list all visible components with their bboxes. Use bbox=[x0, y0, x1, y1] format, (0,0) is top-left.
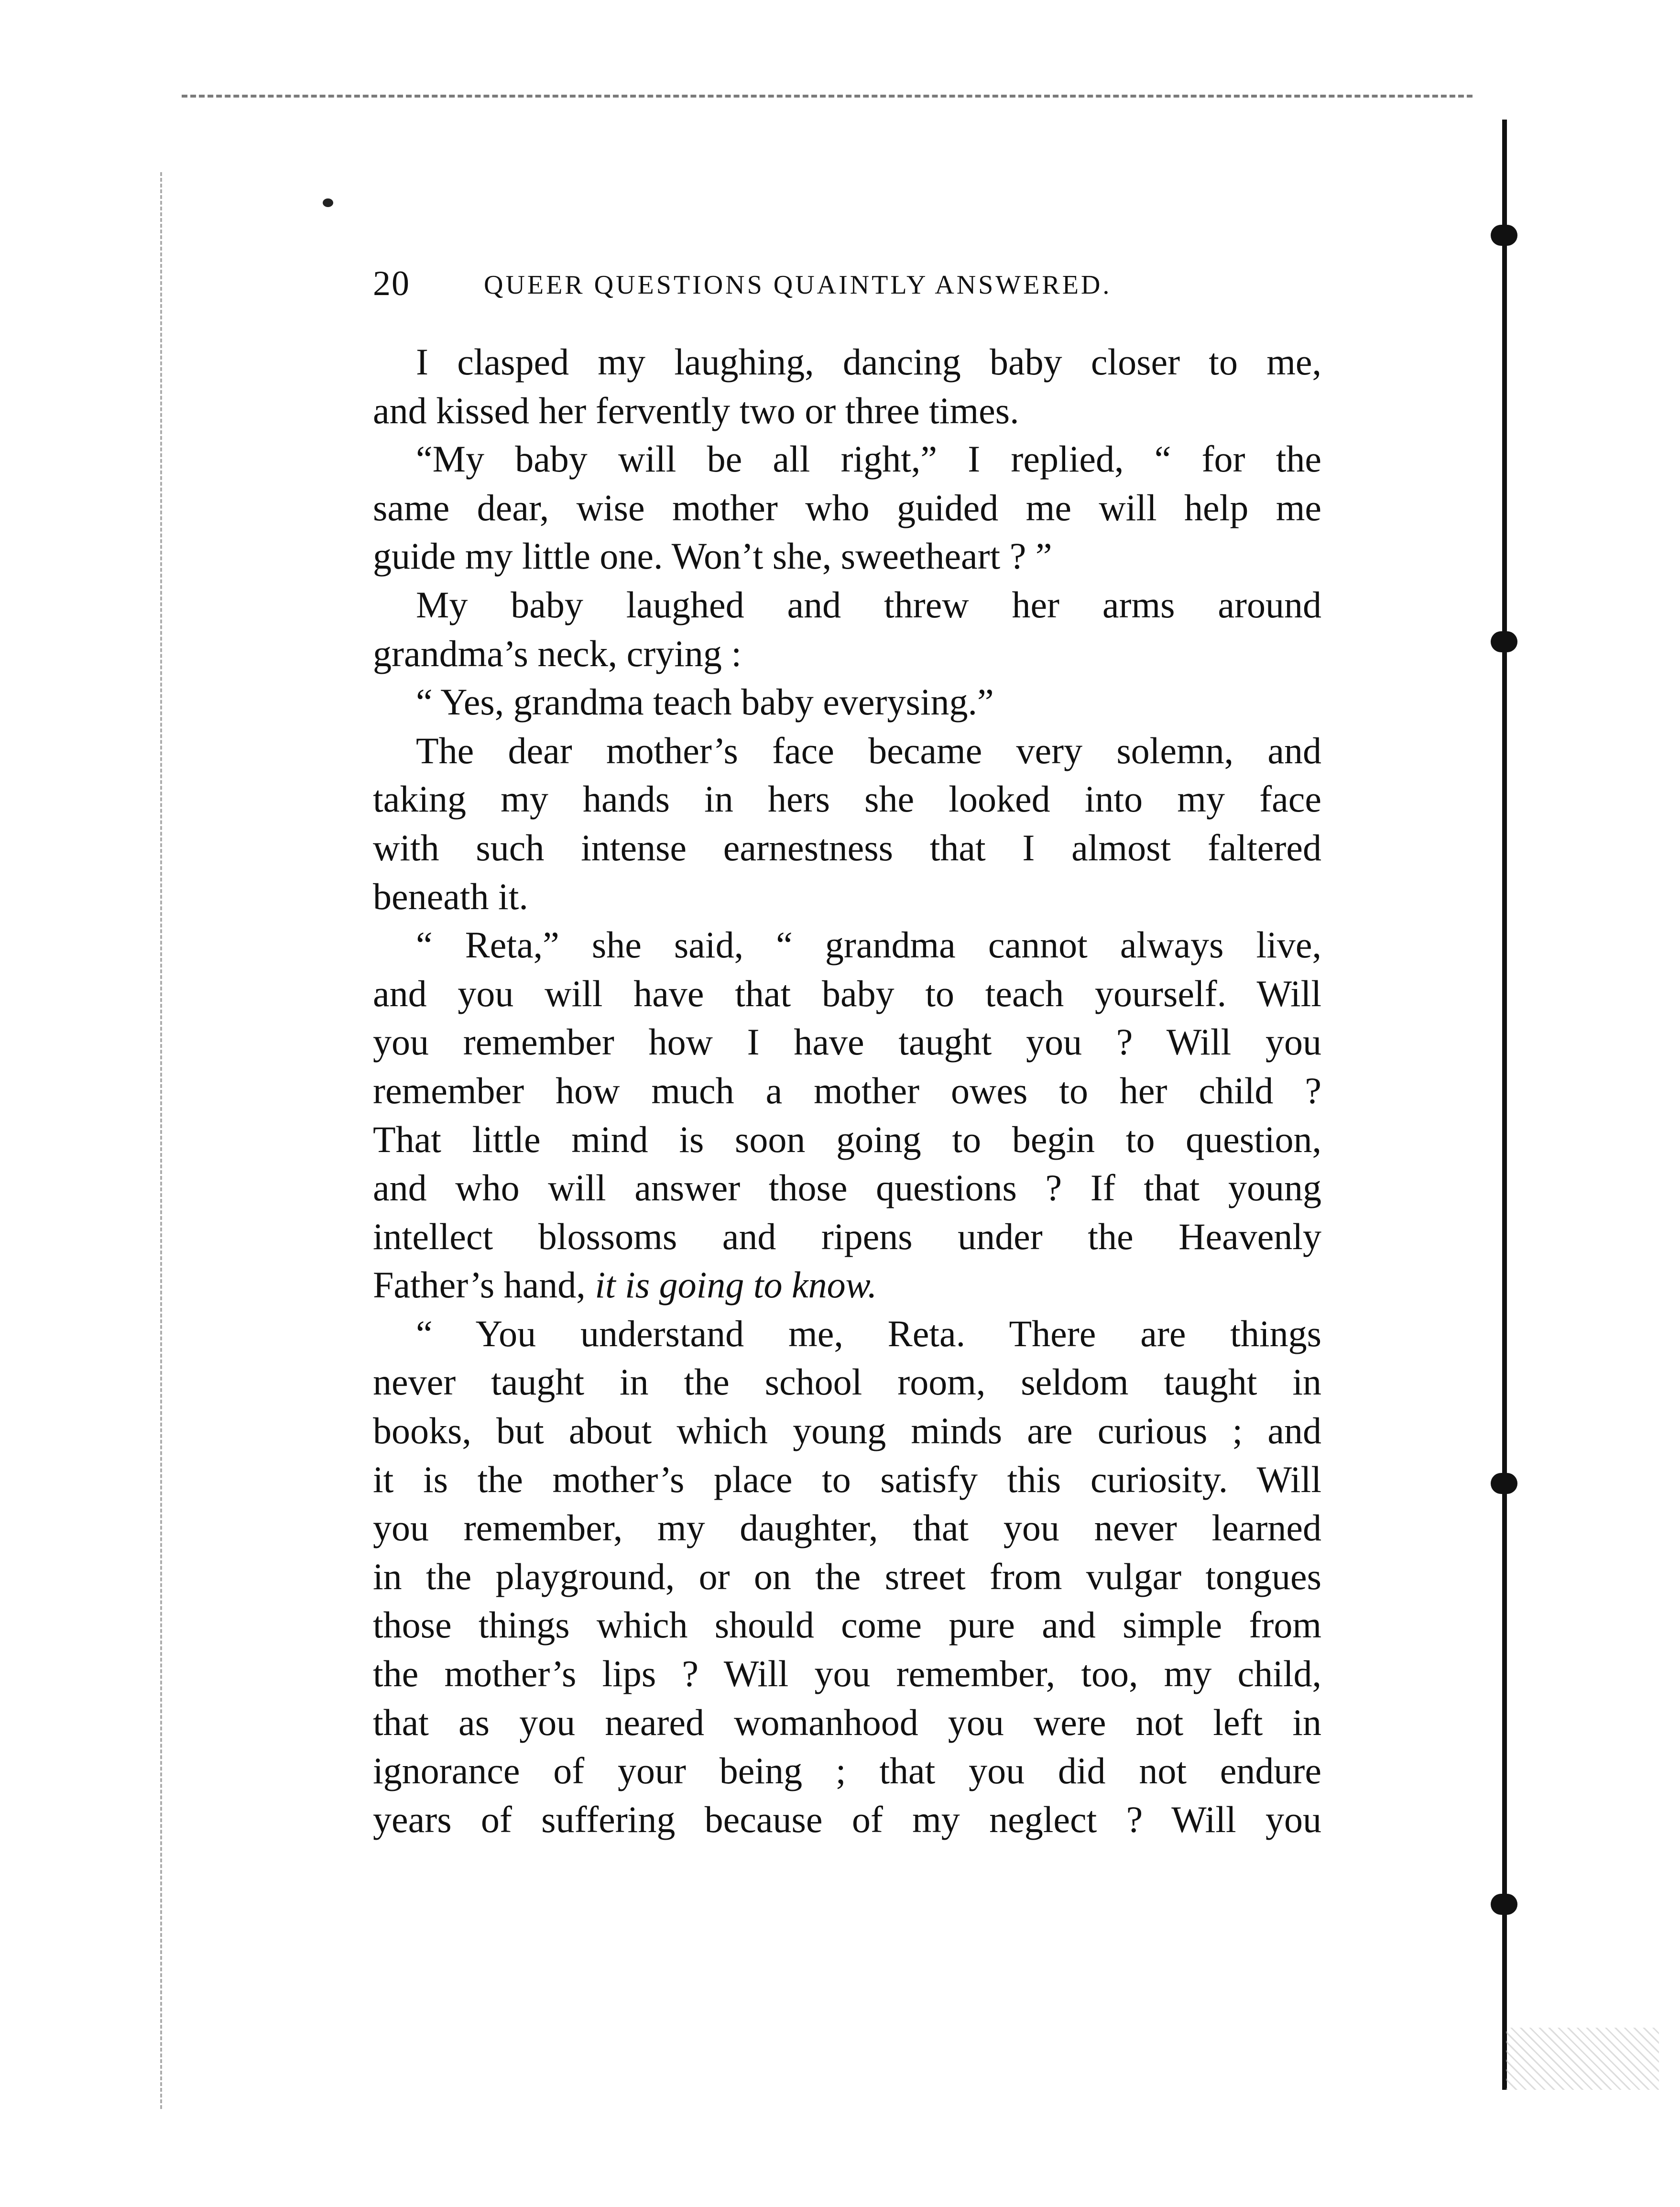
text-line-content: with such intense earnestness that I almost faltered bbox=[373, 826, 1321, 868]
text-line-content: you remember how I have taught you ? Will you bbox=[373, 1021, 1321, 1063]
text-line bbox=[373, 678, 1321, 726]
text-line-content: That little mind is soon going to begin to question, bbox=[373, 1118, 1321, 1160]
body-text bbox=[373, 338, 1321, 1844]
scan-noise bbox=[1506, 2028, 1659, 2090]
text-line bbox=[373, 1746, 1321, 1795]
text-line bbox=[373, 1066, 1321, 1115]
text-line-content: and kissed her fervently two or three times. bbox=[373, 389, 1019, 431]
text-line-content: My baby laughed and threw her arms around bbox=[416, 583, 1321, 626]
text-line bbox=[373, 1261, 1321, 1309]
text-line-content: and you will have that baby to teach yourself. Will bbox=[373, 972, 1321, 1014]
text-line bbox=[373, 1115, 1321, 1164]
text-line bbox=[373, 726, 1321, 775]
text-line-content: the mother’s lips ? Will you remember, too, my child, bbox=[373, 1653, 1321, 1695]
text-line-content: that as you neared womanhood you were not left in bbox=[373, 1701, 1321, 1743]
text-line-content: years of suffering because of my neglect ? Will you bbox=[373, 1798, 1321, 1840]
text-line-content: and who will answer those questions ? If that young bbox=[373, 1167, 1321, 1209]
text-line-content: guide my little one. Won’t she, sweetheart ? ” bbox=[373, 535, 1052, 577]
text-line bbox=[373, 483, 1321, 532]
text-line-content: “ You understand me, Reta. There are things bbox=[416, 1312, 1321, 1354]
text-line-content: remember how much a mother owes to her child ? bbox=[373, 1069, 1321, 1111]
binding-stitch bbox=[1491, 1473, 1517, 1494]
text-line-content: The dear mother’s face became very solemn, and bbox=[416, 729, 1321, 771]
text-line bbox=[373, 1309, 1321, 1358]
text-line bbox=[373, 824, 1321, 872]
running-head bbox=[373, 262, 1205, 305]
binding-stitch bbox=[1491, 1894, 1517, 1915]
text-line-content: taking my hands in hers she looked into my face bbox=[373, 778, 1321, 820]
text-line-content: you remember, my daughter, that you never learned bbox=[373, 1507, 1321, 1549]
text-line-content: in the playground, or on the street from vulgar tongues bbox=[373, 1555, 1321, 1597]
text-line bbox=[373, 1018, 1321, 1066]
text-line-content: never taught in the school room, seldom taught in bbox=[373, 1361, 1321, 1403]
text-line-content: ignorance of your being ; that you did not endure bbox=[373, 1750, 1321, 1792]
text-line bbox=[373, 1212, 1321, 1261]
text-block bbox=[373, 338, 1321, 1844]
italic-phrase: it is going to know. bbox=[595, 1264, 877, 1306]
text-line-content: “ Yes, grandma teach baby everysing.” bbox=[416, 681, 994, 723]
binding-stitch bbox=[1491, 225, 1517, 246]
text-line bbox=[373, 532, 1321, 581]
text-line bbox=[373, 1649, 1321, 1698]
text-line bbox=[373, 1601, 1321, 1649]
scan-speck bbox=[323, 198, 333, 207]
text-line bbox=[373, 1164, 1321, 1212]
text-line bbox=[373, 1552, 1321, 1601]
text-line bbox=[373, 1406, 1321, 1455]
text-line-content: “ Reta,” she said, “ grandma cannot always live, bbox=[416, 924, 1321, 966]
text-line bbox=[373, 1358, 1321, 1406]
text-line-content: intellect blossoms and ripens under the Heavenly bbox=[373, 1215, 1321, 1257]
text-line-content: beneath it. bbox=[373, 875, 528, 917]
text-line bbox=[373, 775, 1321, 824]
scan-left-margin-line bbox=[160, 172, 162, 2109]
text-line bbox=[373, 1698, 1321, 1747]
running-title: QUEER QUESTIONS QUAINTLY ANSWERED. bbox=[484, 270, 1112, 300]
text-line bbox=[373, 872, 1321, 921]
text-line bbox=[373, 338, 1321, 386]
text-line-content: I clasped my laughing, dancing baby closer to me, bbox=[416, 341, 1321, 383]
text-line bbox=[373, 921, 1321, 969]
text-line bbox=[373, 969, 1321, 1018]
book-spine-binding bbox=[1502, 120, 1507, 2090]
binding-stitch bbox=[1491, 631, 1517, 652]
text-line-content: it is the mother’s place to satisfy this curiosity. Will bbox=[373, 1458, 1321, 1500]
text-line-content: same dear, wise mother who guided me will help me bbox=[373, 486, 1321, 528]
text-line-content: those things which should come pure and simple from bbox=[373, 1604, 1321, 1646]
text-line bbox=[373, 386, 1321, 435]
text-line-content: Father’s hand, bbox=[373, 1264, 586, 1306]
text-line-content: books, but about which young minds are curious ; and bbox=[373, 1410, 1321, 1452]
text-line bbox=[373, 581, 1321, 629]
text-line bbox=[373, 1795, 1321, 1844]
text-line bbox=[373, 1455, 1321, 1504]
text-line bbox=[373, 435, 1321, 483]
page-number: 20 bbox=[373, 264, 410, 303]
scan-top-rule bbox=[182, 95, 1473, 98]
text-line bbox=[373, 629, 1321, 678]
text-line-content: “My baby will be all right,” I replied, “ for the bbox=[416, 438, 1321, 480]
text-line bbox=[373, 1504, 1321, 1552]
text-line-content: grandma’s neck, crying : bbox=[373, 632, 742, 674]
